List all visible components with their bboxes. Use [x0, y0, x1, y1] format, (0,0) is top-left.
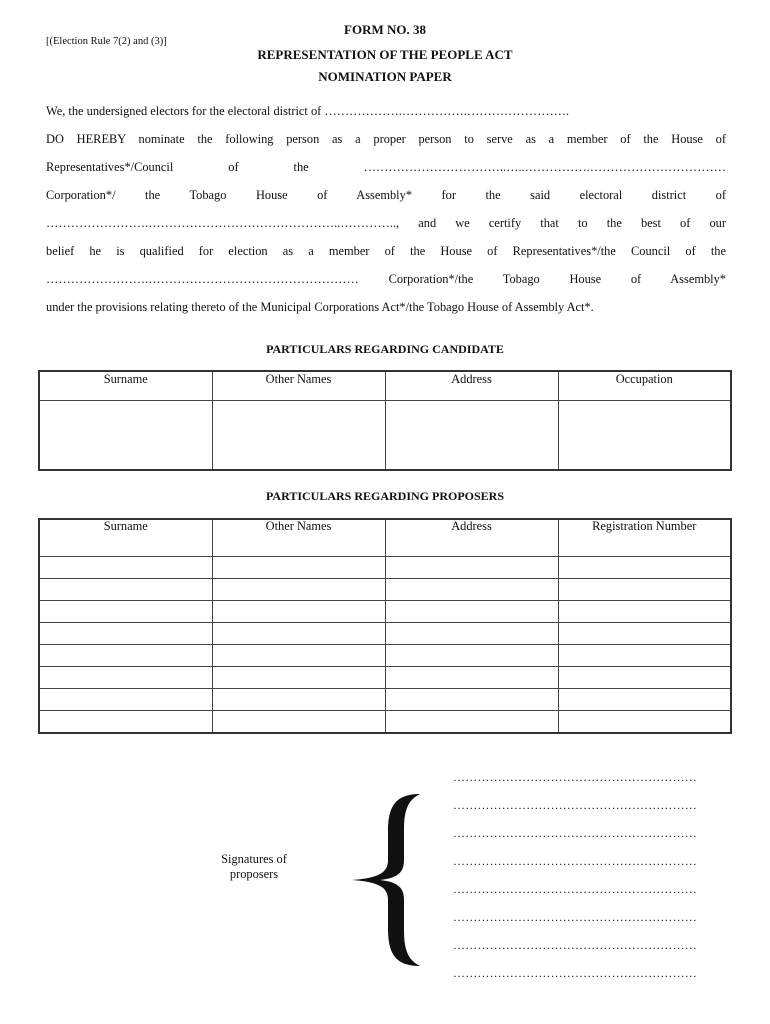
proposers-section-heading: PARTICULARS REGARDING PROPOSERS	[265, 489, 505, 503]
signatures-label-line-1: Signatures of	[221, 852, 287, 866]
proposer-cell[interactable]	[39, 666, 212, 688]
proposer-cell[interactable]	[385, 600, 558, 622]
proposer-cell[interactable]	[39, 578, 212, 600]
proposer-cell[interactable]	[385, 622, 558, 644]
proposer-cell[interactable]	[212, 688, 385, 710]
col-address: Address	[385, 519, 558, 556]
proposer-cell[interactable]	[39, 710, 212, 733]
proposers-header-row	[39, 519, 731, 556]
proposer-row	[39, 622, 731, 644]
proposer-cell[interactable]	[558, 644, 731, 666]
col-registration-number: Registration Number	[558, 519, 731, 556]
declaration-line-7: …………………….…………………………………………… Corporation*/the Tobago House of Assembly*	[46, 272, 726, 286]
curly-brace-icon	[338, 780, 438, 980]
proposer-cell[interactable]	[385, 688, 558, 710]
signatures-label	[200, 852, 308, 882]
proposer-cell[interactable]	[558, 622, 731, 644]
proposer-row	[39, 666, 731, 688]
signature-line[interactable]: ……………………………………………………	[453, 770, 697, 784]
proposer-cell[interactable]	[385, 578, 558, 600]
signature-line[interactable]: ……………………………………………………	[453, 966, 697, 980]
candidate-surname-cell[interactable]	[39, 400, 212, 470]
candidate-entry-row	[39, 400, 731, 470]
signature-line[interactable]: ……………………………………………………	[453, 798, 697, 812]
proposer-row	[39, 578, 731, 600]
act-title: REPRESENTATION OF THE PEOPLE ACT	[257, 47, 513, 62]
declaration-line-4: Corporation*/ the Tobago House of Assembly* for the said electoral district of	[46, 188, 726, 202]
col-surname: Surname	[39, 371, 212, 400]
proposer-cell[interactable]	[385, 556, 558, 578]
proposer-cell[interactable]	[212, 600, 385, 622]
proposer-cell[interactable]	[212, 710, 385, 733]
proposers-table	[38, 518, 732, 734]
proposer-cell[interactable]	[558, 710, 731, 733]
proposer-cell[interactable]	[212, 644, 385, 666]
form-number: FORM NO. 38	[344, 22, 426, 37]
declaration-line-3: Representatives*/Council of the ……………………………..…..…………….……………………………	[46, 160, 726, 174]
proposer-cell[interactable]	[385, 666, 558, 688]
signatures-label-line-2: proposers	[229, 867, 279, 881]
proposer-row	[39, 556, 731, 578]
signature-line[interactable]: ……………………………………………………	[453, 854, 697, 868]
candidate-table	[38, 370, 732, 471]
proposer-cell[interactable]	[212, 556, 385, 578]
proposer-cell[interactable]	[558, 600, 731, 622]
proposer-cell[interactable]	[558, 688, 731, 710]
nomination-paper-title: NOMINATION PAPER	[318, 69, 452, 84]
proposer-cell[interactable]	[385, 710, 558, 733]
signature-line[interactable]: ……………………………………………………	[453, 882, 697, 896]
proposer-cell[interactable]	[212, 666, 385, 688]
candidate-address-cell[interactable]	[385, 400, 558, 470]
signature-line[interactable]: ……………………………………………………	[453, 826, 697, 840]
col-address: Address	[385, 371, 558, 400]
proposer-cell[interactable]	[212, 578, 385, 600]
proposer-cell[interactable]	[39, 622, 212, 644]
proposer-row	[39, 688, 731, 710]
col-other-names: Other Names	[212, 371, 385, 400]
proposer-cell[interactable]	[385, 644, 558, 666]
col-surname: Surname	[39, 519, 212, 556]
proposer-row	[39, 644, 731, 666]
proposer-cell[interactable]	[39, 556, 212, 578]
declaration-line-6: belief he is qualified for election as a member of the House of Representatives*/the Council of the	[46, 244, 726, 258]
declaration-line-1: We, the undersigned electors for the electoral district of ……………….…………….…………………….	[46, 104, 570, 118]
signature-line[interactable]: ……………………………………………………	[453, 938, 697, 952]
declaration-line-2: DO HEREBY nominate the following person as a proper person to serve as a member of the House of	[46, 132, 726, 146]
candidate-occupation-cell[interactable]	[558, 400, 731, 470]
candidate-section-heading: PARTICULARS REGARDING CANDIDATE	[266, 342, 504, 356]
declaration-line-8: under the provisions relating thereto of the Municipal Corporations Act*/the Tobago House of Assembly Act*.	[46, 300, 594, 314]
candidate-header-row	[39, 371, 731, 400]
proposer-row	[39, 710, 731, 733]
proposer-row	[39, 600, 731, 622]
candidate-other-names-cell[interactable]	[212, 400, 385, 470]
signature-line[interactable]: ……………………………………………………	[453, 910, 697, 924]
proposer-cell[interactable]	[558, 578, 731, 600]
election-rule-reference: [(Election Rule 7(2) and (3)]	[46, 36, 167, 47]
declaration-line-5: …………………….………………………………………..………….., and we certify that to the best of our	[46, 216, 726, 230]
proposer-cell[interactable]	[558, 666, 731, 688]
col-other-names: Other Names	[212, 519, 385, 556]
proposer-cell[interactable]	[39, 688, 212, 710]
proposer-cell[interactable]	[558, 556, 731, 578]
col-occupation: Occupation	[558, 371, 731, 400]
proposer-cell[interactable]	[212, 622, 385, 644]
proposer-cell[interactable]	[39, 644, 212, 666]
proposer-cell[interactable]	[39, 600, 212, 622]
